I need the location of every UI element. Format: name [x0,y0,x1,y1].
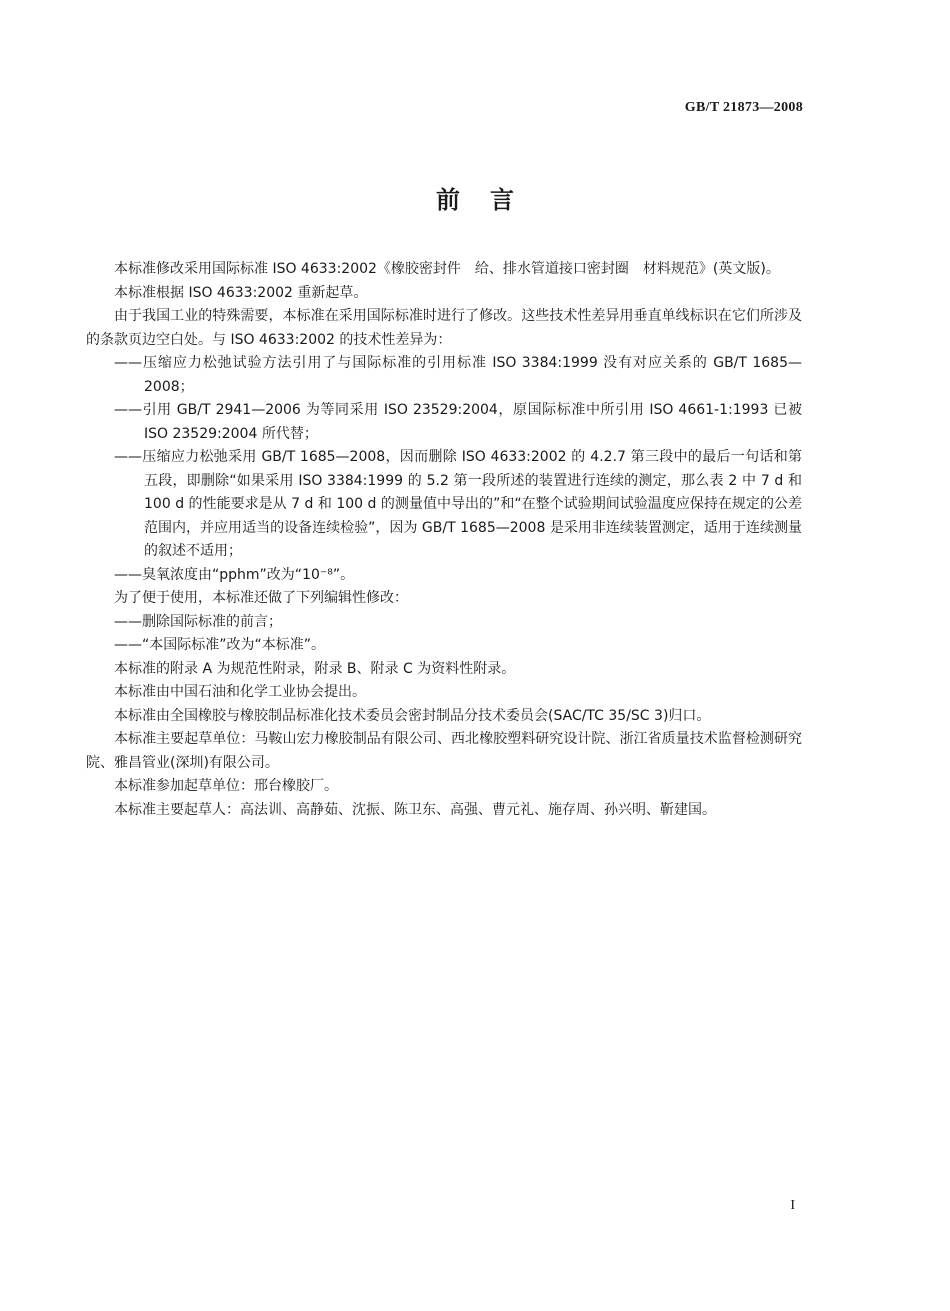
paragraph-drafting-units: 本标准主要起草单位：马鞍山宏力橡胶制品有限公司、西北橡胶塑料研究设计院、浙江省质量技术监督检测研究院、雅昌管业(深圳)有限公司。 [86,731,802,771]
page-number: I [790,1198,795,1213]
editorial-item: ——“本国际标准”改为“本标准”。 [114,637,326,653]
paragraph-annexes: 本标准的附录 A 为规范性附录，附录 B、附录 C 为资料性附录。 [114,660,516,677]
page-title: 前言 [436,186,544,214]
paragraph-drafters: 本标准主要起草人：高法训、高静茹、沈振、陈卫东、高强、曹元礼、施存周、孙兴明、靳建国。 [114,801,716,818]
difference-item: ——压缩应力松弛试验方法引用了与国际标准的引用标准 ISO 3384:1999 没有对应关系的 GB/T 1685—2008； [114,355,802,395]
difference-item: ——压缩应力松弛采用 GB/T 1685—2008，因而删除 ISO 4633:2002 的 4.2.7 第三段中的最后一句话和第五段，即删除“如果采用 ISO 3384:1999 的 5.2 第一段所述的装置进行连续的测定，那么表 2 中 7 d 和 100 d 的性能要求是从 7 d 和 100 d 的测量值中导出的”和“在整个试验期间试验温度应保持在规定的公差范围内，并应用适当的设备连续检验”，因为 GB/T 1685—2008 是采用非连续装置测定，适用于连续测量的叙述不适用； [114,449,802,559]
paragraph-redrafted: 本标准根据 ISO 4633:2002 重新起草。 [114,284,368,301]
standard-number: GB/T 21873—2008 [684,100,803,115]
paragraph-proposed-by: 本标准由中国石油和化学工业协会提出。 [114,684,366,700]
editorial-item: ——删除国际标准的前言； [114,613,282,630]
paragraph-jurisdiction: 本标准由全国橡胶与橡胶制品标准化技术委员会密封制品分技术委员会(SAC/TC 35/SC 3)归口。 [114,707,711,724]
foreword-body [86,258,802,822]
paragraph-participating-unit: 本标准参加起草单位：邢台橡胶厂。 [114,778,338,794]
paragraph-adoption: 本标准修改采用国际标准 ISO 4633:2002《橡胶密封件 给、排水管道接口密封圈 材料规范》(英文版)。 [114,261,780,277]
difference-item: ——引用 GB/T 2941—2006 为等同采用 ISO 23529:2004，原国际标准中所引用 ISO 4661-1:1993 已被 ISO 23529:2004 所代替； [114,402,802,442]
paragraph-differences-intro: 由于我国工业的特殊需要，本标准在采用国际标准时进行了修改。这些技术性差异用垂直单线标识在它们所涉及的条款页边空白处。与 ISO 4633:2002 的技术性差异为： [86,308,802,348]
difference-item: ——臭氧浓度由“pphm”改为“10⁻⁸”。 [114,566,355,583]
paragraph-editorial-intro: 为了便于使用，本标准还做了下列编辑性修改： [114,590,408,606]
